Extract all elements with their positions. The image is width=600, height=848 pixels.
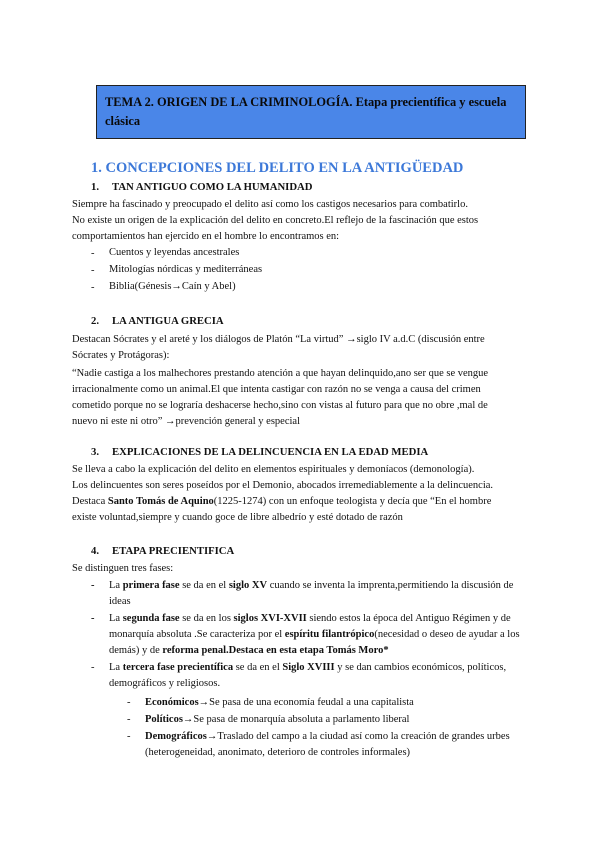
subsection-4-heading: ETAPA PRECIENTIFICA <box>112 545 235 557</box>
subsection-2-heading: LA ANTIGUA GRECIA <box>112 315 224 327</box>
paragraph-line: comportamientos han ejercido en el hombre lo encontramos en: <box>72 231 340 242</box>
bullet-dash: - <box>91 248 95 259</box>
paragraph-line: Se lleva a cabo la explicación del delito en elementos espirituales y demoníacos (demonología). <box>72 464 475 475</box>
paragraph-line: Destaca Santo Tomás de Aquino(1225-1274) con un enfoque teologista y decía que “En el hombre <box>72 496 492 507</box>
list-item: La tercera fase precientífica se da en el Siglo XVIII y se dan cambios económicos, políticos, <box>109 662 507 673</box>
page-title: TEMA 2. ORIGEN DE LA CRIMINOLOGÍA. Etapa precientífica y escuela clásica <box>105 95 507 128</box>
bullet-dash: - <box>91 662 95 673</box>
section-1-heading: 1. CONCEPCIONES DEL DELITO EN LA ANTIGÜEDAD <box>91 160 464 176</box>
list-item-cont: (heterogeneidad, anonimato, deterioro de controles informales) <box>145 747 411 758</box>
bullet-dash: - <box>127 714 131 725</box>
list-item: Mitologías nórdicas y mediterráneas <box>109 264 263 275</box>
paragraph-line: No existe un origen de la explicación del delito en concreto.El reflejo de la fascinación que estos <box>72 215 479 226</box>
list-item: Económicos→Se pasa de una economía feudal a una capitalista <box>145 697 414 708</box>
list-item-cont: monarquía absoluta .Se caracteriza por el espíritu filantrópico(necesidad o deseo de ayudar a los <box>109 629 520 640</box>
bullet-dash: - <box>127 731 131 742</box>
paragraph-line: Se distinguen tres fases: <box>72 563 174 574</box>
title-box <box>96 85 526 139</box>
list-item-cont: demás) y de reforma penal.Destaca en esta etapa Tomás Moro* <box>109 645 389 656</box>
paragraph-line: Los delincuentes son seres poseídos por el Demonio, abocados irremediablemente a la delincuencia. <box>72 480 494 491</box>
bullet-dash: - <box>91 580 95 591</box>
bullet-dash: - <box>91 265 95 276</box>
subsection-3-number: 3. <box>91 446 100 458</box>
quote-line: irracionalmente como un animal.El que intenta castigar con razón no se venga a causa del crimen <box>72 384 481 395</box>
bullet-dash: - <box>127 697 131 708</box>
quote-line: “Nadie castiga a los malhechores prestando atención a que hayan delinquido,ano ser que se vengue <box>72 368 489 379</box>
bold-name: Santo Tomás de Aquino <box>107 496 214 507</box>
list-item: La primera fase se da en el siglo XV cuando se inventa la imprenta,permitiendo la discusión de <box>109 580 514 591</box>
subsection-1-heading: TAN ANTIGUO COMO LA HUMANIDAD <box>112 181 313 193</box>
paragraph-line: Destacan Sócrates y el areté y los diálogos de Platón “La virtud” →siglo IV a.d.C (discusión entre <box>72 334 485 345</box>
list-item: Cuentos y leyendas ancestrales <box>109 247 240 258</box>
quote-line: nuevo ni este ni otro” →prevención general y especial <box>72 416 300 427</box>
paragraph-line: existe voluntad,siempre y cuando goce de libre albedrío y esté dotado de razón <box>72 512 403 523</box>
subsection-1-number: 1. <box>91 181 100 193</box>
list-item: Políticos→Se pasa de monarquía absoluta a parlamento liberal <box>145 714 410 725</box>
subsection-3-heading: EXPLICACIONES DE LA DELINCUENCIA EN LA EDAD MEDIA <box>112 446 429 458</box>
paragraph-line: Sócrates y Protágoras): <box>72 350 170 361</box>
list-item: La segunda fase se da en los siglos XVI-XVII siendo estos la época del Antiguo Régimen y de <box>109 613 511 624</box>
bullet-dash: - <box>91 613 95 624</box>
list-item: Biblia(Génesis→Caín y Abel) <box>109 281 236 292</box>
bullet-dash: - <box>91 282 95 293</box>
list-item: Demográficos→Traslado del campo a la ciudad así como la creación de grandes urbes <box>145 731 510 742</box>
subsection-4-number: 4. <box>91 545 100 557</box>
paragraph-line: Siempre ha fascinado y preocupado el delito así como los castigos necesarios para combatirlo. <box>72 199 468 210</box>
list-item-cont: demográficos y religiosos. <box>109 678 221 689</box>
list-item-cont: ideas <box>109 596 131 607</box>
subsection-2-number: 2. <box>91 315 100 327</box>
quote-line: cometido porque no se lograría deshacerse hecho,sino con vistas al futuro para que no obre ,mal de <box>72 400 488 411</box>
